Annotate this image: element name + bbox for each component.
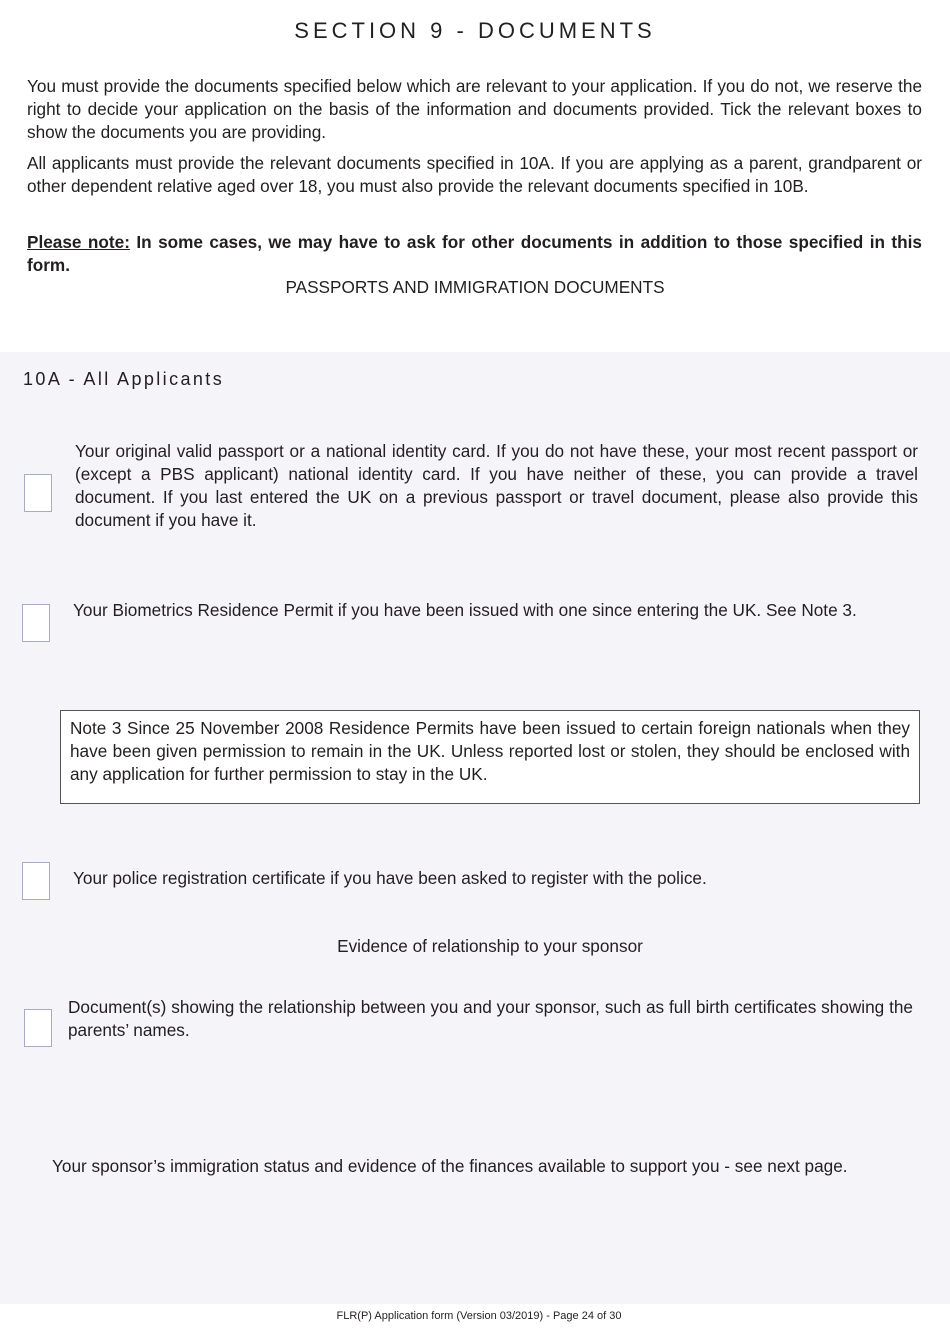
section-title: SECTION 9 - DOCUMENTS xyxy=(294,18,656,43)
panel-heading: 10A - All Applicants xyxy=(23,369,225,389)
relationship-heading: Evidence of relationship to your sponsor xyxy=(337,936,643,956)
please-note-text: In some cases, we may have to ask for other documents in addition to those specified in this form. xyxy=(27,232,922,275)
page-footer: FLR(P) Application form (Version 03/2019) - Page 24 of 30 xyxy=(336,1310,622,1322)
intro-paragraph-2: All applicants must provide the relevant documents specified in 10A. If you are applying as a parent, grandparent or other dependent relative aged over 18, you must also provide the relevant documents specified in 10B. xyxy=(27,153,922,196)
relationship-item-text: Document(s) showing the relationship between you and your sponsor, such as full birth certificates showing the parents’ names. xyxy=(68,997,913,1040)
please-note-paragraph xyxy=(27,231,922,277)
residence-permit-item-text: Your Biometrics Residence Permit if you have been issued with one since entering the UK. See Note 3. xyxy=(73,600,857,620)
passports-heading: PASSPORTS AND IMMIGRATION DOCUMENTS xyxy=(285,277,665,297)
passport-checkbox[interactable] xyxy=(24,474,52,512)
residence-permit-checkbox[interactable] xyxy=(22,604,50,642)
police-registration-item-text: Your police registration certificate if you have been asked to register with the police. xyxy=(73,868,707,888)
police-registration-checkbox[interactable] xyxy=(22,862,50,900)
please-note-label: Please note: xyxy=(27,232,130,252)
relationship-checkbox[interactable] xyxy=(24,1009,52,1047)
intro-paragraph-1: You must provide the documents specified below which are relevant to your application. If you do not, we reserve the right to decide your application on the basis of the information and documents provided. Tick the relevant boxes to show the documents you are providing. xyxy=(27,76,922,142)
sponsor-status-text: Your sponsor’s immigration status and evidence of the finances available to support you - see next page. xyxy=(52,1156,848,1176)
note-3-box: Note 3 Since 25 November 2008 Residence Permits have been issued to certain foreign nationals when they have been given permission to remain in the UK. Unless reported lost or stolen, they should be enclosed with any application for further permission to stay in the UK. xyxy=(60,710,920,804)
passport-item-text: Your original valid passport or a national identity card. If you do not have these, your most recent passport or (except a PBS applicant) national identity card. If you have neither of these, you can provide a travel document. If you last entered the UK on a previous passport or travel document, please also provide this document if you have it. xyxy=(75,441,918,530)
